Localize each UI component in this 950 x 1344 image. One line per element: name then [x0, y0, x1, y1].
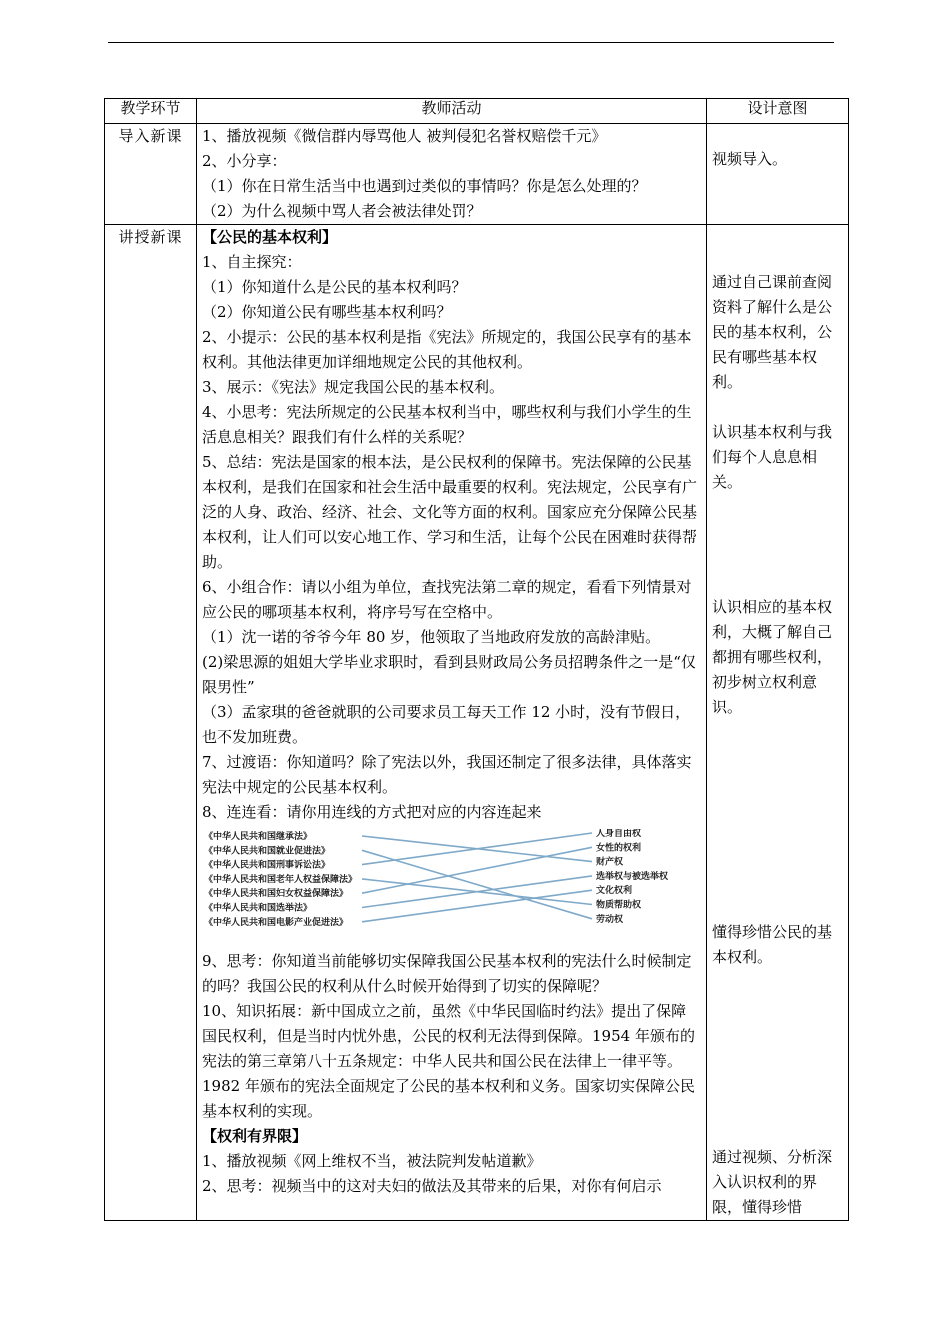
intent-text: 认识基本权利与我们每个人息息相关。 — [712, 423, 833, 491]
intent-text: 懂得珍惜公民的基本权利。 — [712, 923, 833, 966]
activity-line: 3、展示：《宪法》规定我国公民的基本权利。 — [202, 378, 505, 396]
activity-line: 1、自主探究： — [202, 253, 302, 271]
activity-line: 2、思考：视频当中的这对夫妇的做法及其带来的后果，对你有何启示 — [202, 1177, 662, 1195]
matching-right-label: 物质帮助权 — [596, 900, 642, 911]
activity-line: 6、小组合作：请以小组为单位，查找宪法第二章的规定，看看下列情景对应公民的哪项基本权利，将序号写在空格中。 — [202, 578, 692, 621]
matching-diagram — [202, 829, 692, 947]
table-row-intro — [105, 124, 849, 225]
matching-line — [362, 890, 592, 922]
activity-line: 9、思考：你知道当前能够切实保障我国公民基本权利的宪法什么时候制定的吗？我国公民的权利从什么时候开始得到了切实的保障呢？ — [202, 952, 692, 995]
activity-line: （2）你知道公民有哪些基本权利吗？ — [202, 303, 452, 321]
intent-text: 通过视频、分析深入认识权利的界限，懂得珍惜 — [712, 1148, 833, 1216]
activity-line: 8、连连看：请你用连线的方式把对应的内容连起来 — [202, 803, 542, 821]
activity-line: （1）沈一诺的爷爷今年 80 岁，他领取了当地政府发放的高龄津贴。 — [202, 628, 661, 646]
stage-intro: 导入新课 — [105, 124, 197, 225]
lesson-plan-table — [104, 98, 849, 1221]
matching-right-label: 选举权与被选举权 — [596, 871, 669, 882]
matching-law-label: 《中华人民共和国选举法》 — [204, 903, 313, 914]
header-teacher-activity: 教师活动 — [197, 99, 707, 124]
matching-right-label: 财产权 — [596, 857, 624, 868]
activity-line: 5、总结：宪法是国家的根本法，是公民权利的保障书。宪法保障的公民基本权利，是我们在国家和社会生活中最重要的权利。宪法规定，公民享有广泛的人身、政治、经济、社会、文化等方面的权利。国家应充分保障公民基本权利，让人们可以安心地工作、学习和生活，让每个公民在困难时获得帮助。 — [202, 453, 698, 571]
matching-law-label: 《中华人民共和国妇女权益保障法》 — [204, 889, 349, 900]
intent-text: 通过自己课前查阅资料了解什么是公民的基本权利，公民有哪些基本权利。 — [712, 273, 833, 391]
table-header-row — [105, 99, 849, 124]
intro-line: 1、播放视频《微信群内辱骂他人 被判侵犯名誉权赔偿千元》 — [202, 127, 607, 145]
activity-line: (2)梁思源的姐姐大学毕业求职时，看到县财政局公务员招聘条件之一是“仅限男性” — [202, 653, 696, 696]
teach-activity — [197, 225, 707, 1221]
section-title-rights-limits: 【权利有界限】 — [202, 1127, 308, 1145]
header-stage: 教学环节 — [105, 99, 197, 124]
activity-line: 7、过渡语：你知道吗？除了宪法以外，我国还制定了很多法律，具体落实宪法中规定的公民基本权利。 — [202, 753, 692, 796]
matching-law-label: 《中华人民共和国老年人权益保障法》 — [204, 874, 358, 885]
intro-intent-text: 视频导入。 — [712, 150, 788, 168]
header-rule — [108, 42, 834, 43]
matching-line — [362, 847, 592, 893]
activity-line: （3）孟家琪的爸爸就职的公司要求员工每天工作 12 小时，没有节假日，也不发加班费。 — [202, 703, 691, 746]
activity-line: 10、知识拓展：新中国成立之前，虽然《中华民国临时约法》提出了保障国民权利，但是当时内忧外患，公民的权利无法得到保障。1954 年颁布的宪法的第三章第八十五条规定：中华人民共和国公民在法律上一律平等。1982 年颁布的宪法全面规定了公民的基本权利和义务。国家切实保障公民基本权利的实现。 — [202, 1002, 695, 1120]
intro-line: 2、小分享： — [202, 152, 287, 170]
stage-teach: 讲授新课 — [105, 225, 197, 1221]
intro-line: （2）为什么视频中骂人者会被法律处罚？ — [202, 202, 482, 220]
table-row-teach — [105, 225, 849, 1221]
activity-line: 1、播放视频《网上维权不当，被法院判发帖道歉》 — [202, 1152, 542, 1170]
matching-line — [362, 833, 592, 865]
matching-right-label: 女性的权利 — [596, 843, 642, 854]
matching-law-label: 《中华人民共和国电影产业促进法》 — [204, 917, 349, 928]
matching-right-label: 劳动权 — [596, 914, 624, 925]
intro-line: （1）你在日常生活当中也遇到过类似的事情吗？你是怎么处理的？ — [202, 177, 647, 195]
matching-right-label: 文化权利 — [596, 886, 633, 897]
matching-law-label: 《中华人民共和国继承法》 — [204, 832, 313, 842]
section-title-basic-rights: 【公民的基本权利】 — [202, 228, 338, 246]
intent-text: 认识相应的基本权利，大概了解自己都拥有哪些权利，初步树立权利意识。 — [712, 598, 833, 716]
matching-svg — [202, 829, 692, 947]
activity-line: 4、小思考：宪法所规定的公民基本权利当中，哪些权利与我们小学生的生活息息相关？跟我们有什么样的关系呢？ — [202, 403, 692, 446]
intro-intent — [707, 124, 849, 225]
matching-line — [362, 876, 592, 908]
intro-activity — [197, 124, 707, 225]
activity-line: 2、小提示：公民的基本权利是指《宪法》所规定的，我国公民享有的基本权利。其他法律更加详细地规定公民的其他权利。 — [202, 328, 692, 371]
activity-line: （1）你知道什么是公民的基本权利吗？ — [202, 278, 467, 296]
matching-law-label: 《中华人民共和国就业促进法》 — [204, 846, 331, 857]
matching-right-label: 人身自由权 — [596, 829, 642, 839]
matching-law-label: 《中华人民共和国刑事诉讼法》 — [204, 860, 331, 871]
header-design-intent: 设计意图 — [707, 99, 849, 124]
teach-intent — [707, 225, 849, 1221]
